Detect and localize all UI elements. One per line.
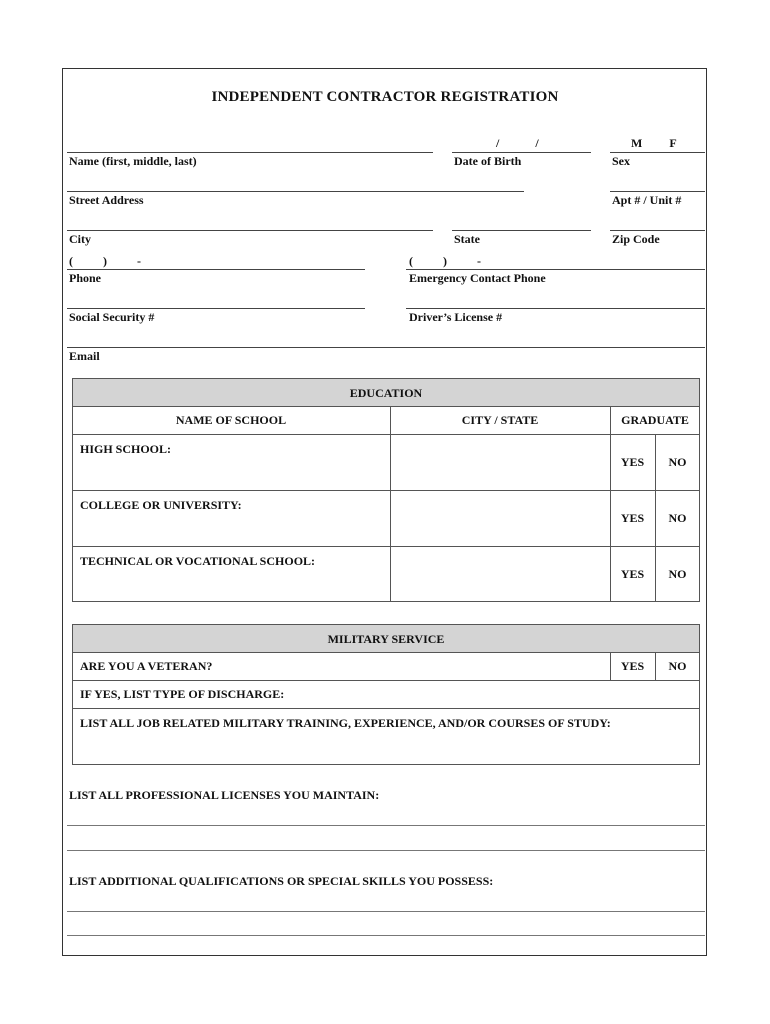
technical-school-yes[interactable]: YES bbox=[620, 567, 645, 581]
licenses-line[interactable] bbox=[67, 825, 705, 826]
high-school-label: HIGH SCHOOL: bbox=[80, 442, 172, 456]
education-divider bbox=[72, 490, 700, 491]
sex-field[interactable] bbox=[610, 152, 705, 153]
veteran-yes[interactable]: YES bbox=[620, 659, 645, 673]
zip-label: Zip Code bbox=[612, 232, 660, 246]
ssn-field[interactable] bbox=[67, 308, 365, 309]
emergency-phone-label: Emergency Contact Phone bbox=[409, 271, 546, 285]
phone-template: ( ) - bbox=[69, 254, 141, 268]
email-field[interactable] bbox=[67, 347, 705, 348]
technical-school-label: TECHNICAL OR VOCATIONAL SCHOOL: bbox=[80, 554, 316, 568]
drivers-license-field[interactable] bbox=[406, 308, 705, 309]
college-label: COLLEGE OR UNIVERSITY: bbox=[80, 498, 242, 512]
education-divider bbox=[72, 546, 700, 547]
apt-label: Apt # / Unit # bbox=[612, 193, 682, 207]
college-no[interactable]: NO bbox=[668, 511, 687, 525]
technical-school-no[interactable]: NO bbox=[668, 567, 687, 581]
college-yes[interactable]: YES bbox=[620, 511, 645, 525]
licenses-question: LIST ALL PROFESSIONAL LICENSES YOU MAINTAIN: bbox=[69, 788, 380, 802]
ssn-label: Social Security # bbox=[69, 310, 155, 324]
military-training-question[interactable]: LIST ALL JOB RELATED MILITARY TRAINING, EXPERIENCE, AND/OR COURSES OF STUDY: bbox=[80, 716, 611, 730]
name-label: Name (first, middle, last) bbox=[69, 154, 197, 168]
education-header: EDUCATION bbox=[73, 379, 699, 407]
dob-field[interactable] bbox=[452, 152, 591, 153]
zip-field[interactable] bbox=[610, 230, 705, 231]
city-label: City bbox=[69, 232, 91, 246]
sex-options[interactable]: M F bbox=[631, 136, 677, 150]
name-field[interactable] bbox=[67, 152, 433, 153]
veteran-question: ARE YOU A VETERAN? bbox=[80, 659, 213, 673]
city-field[interactable] bbox=[67, 230, 433, 231]
high-school-yes[interactable]: YES bbox=[620, 455, 645, 469]
licenses-line[interactable] bbox=[67, 850, 705, 851]
dob-label: Date of Birth bbox=[454, 154, 522, 168]
dob-slashes: / / bbox=[496, 136, 539, 150]
col-city-state: CITY / STATE bbox=[461, 413, 539, 427]
form-title: INDEPENDENT CONTRACTOR REGISTRATION bbox=[211, 89, 559, 105]
apt-field[interactable] bbox=[610, 191, 705, 192]
emergency-phone-template: ( ) - bbox=[409, 254, 481, 268]
state-label: State bbox=[454, 232, 480, 246]
skills-line[interactable] bbox=[67, 911, 705, 912]
military-divider bbox=[72, 708, 700, 709]
high-school-no[interactable]: NO bbox=[668, 455, 687, 469]
street-address-field[interactable] bbox=[67, 191, 524, 192]
state-field[interactable] bbox=[452, 230, 591, 231]
veteran-no[interactable]: NO bbox=[668, 659, 687, 673]
skills-line[interactable] bbox=[67, 935, 705, 936]
military-header: MILITARY SERVICE bbox=[73, 625, 699, 653]
sex-label: Sex bbox=[612, 154, 630, 168]
col-name-of-school: NAME OF SCHOOL bbox=[175, 413, 287, 427]
phone-field[interactable] bbox=[67, 269, 365, 270]
street-address-label: Street Address bbox=[69, 193, 144, 207]
email-label: Email bbox=[69, 349, 100, 363]
phone-label: Phone bbox=[69, 271, 102, 285]
discharge-question[interactable]: IF YES, LIST TYPE OF DISCHARGE: bbox=[80, 687, 285, 701]
drivers-license-label: Driver’s License # bbox=[409, 310, 503, 324]
emergency-phone-field[interactable] bbox=[406, 269, 705, 270]
education-col-divider bbox=[390, 406, 391, 602]
col-graduate: GRADUATE bbox=[621, 413, 689, 427]
skills-question: LIST ADDITIONAL QUALIFICATIONS OR SPECIAL SKILLS YOU POSSESS: bbox=[69, 874, 494, 888]
military-divider bbox=[72, 680, 700, 681]
education-divider bbox=[72, 434, 700, 435]
